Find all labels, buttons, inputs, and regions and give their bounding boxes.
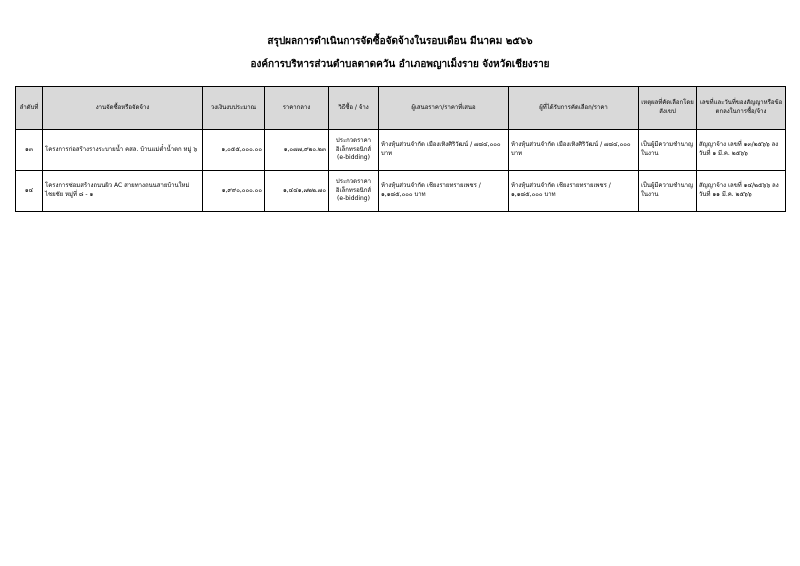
cell-reason: เป็นผู้มีความชำนาญในงาน [639, 171, 697, 212]
cell-contract: สัญญาจ้าง เลขที่ ๑๔/๒๕๖๖ ลงวันที่ ๑๑ มี.ค. ๒๕๖๖ [697, 171, 786, 212]
cell-median-price: ๑,๐๗๗,๙๒๐.๒๓ [265, 130, 329, 171]
cell-no: ๑๓ [16, 130, 43, 171]
cell-project: โครงการซ่อมสร้างถนนผิว AC สายทางถนนสายบ้านใหม่ไชยชัย หมู่ที่ ๘ - ๑ [43, 171, 203, 212]
column-header-method: วิธีซื้อ / จ้าง [329, 87, 379, 130]
column-header-project: งานจัดซื้อหรือจัดจ้าง [43, 87, 203, 130]
cell-budget: ๑,๙๙๐,๐๐๐.๐๐ [203, 171, 265, 212]
cell-method: ประกวดราคาอิเล็กทรอนิกส์ (e-bidding) [329, 130, 379, 171]
cell-project: โครงการก่อสร้างรางระบายน้ำ คสล. บ้านแม่ต๋ำน้ำตก หมู่ ๖ [43, 130, 203, 171]
column-header-median-price: ราคากลาง [265, 87, 329, 130]
cell-contract: สัญญาจ้าง เลขที่ ๑๓/๒๕๖๖ ลงวันที่ ๑ มี.ค. ๒๕๖๖ [697, 130, 786, 171]
cell-reason: เป็นผู้มีความชำนาญในงาน [639, 130, 697, 171]
cell-bidders: ห้างหุ้นส่วนจำกัด เมืองเทิงศิริวัฒน์ / ๗๘๔,๐๐๐ บาท [379, 130, 509, 171]
column-header-budget: วงเงินงบประมาณ [203, 87, 265, 130]
column-header-selected: ผู้ที่ได้รับการคัดเลือก/ราคา [509, 87, 639, 130]
report-title: สรุปผลการดำเนินการจัดซื้อจัดจ้างในรอบเดือน มีนาคม ๒๕๖๖ [267, 36, 533, 47]
cell-bidders: ห้างหุ้นส่วนจำกัด เชียงรายทรายเพชร / ๑,๑๘๕,๐๐๐ บาท [379, 171, 509, 212]
column-header-bidders: ผู้เสนอราคา/ราคาที่เสนอ [379, 87, 509, 130]
table-row [16, 130, 786, 171]
procurement-table [15, 86, 786, 212]
table-row [16, 171, 786, 212]
cell-median-price: ๑,๔๔๑,๗๒๒.๗๐ [265, 171, 329, 212]
column-header-no: ลำดับที่ [16, 87, 43, 130]
cell-method: ประกวดราคาอิเล็กทรอนิกส์ (e-bidding) [329, 171, 379, 212]
table-header-row [16, 87, 786, 130]
cell-selected: ห้างหุ้นส่วนจำกัด เชียงรายทรายเพชร / ๑,๑๘๕,๐๐๐ บาท [509, 171, 639, 212]
column-header-reason: เหตุผลที่คัดเลือกโดยสังเขป [639, 87, 697, 130]
cell-selected: ห้างหุ้นส่วนจำกัด เมืองเทิงศิริวัฒน์ / ๗๘๔,๐๐๐ บาท [509, 130, 639, 171]
organization-title: องค์การบริหารส่วนตำบลตาดควัน อำเภอพญาเม็งราย จังหวัดเชียงราย [250, 59, 550, 70]
column-header-contract: เลขที่และวันที่ของสัญญาหรือข้อตกลงในการซื้อ/จ้าง [697, 87, 786, 130]
cell-no: ๑๔ [16, 171, 43, 212]
cell-budget: ๑,๐๕๕,๐๐๐.๐๐ [203, 130, 265, 171]
